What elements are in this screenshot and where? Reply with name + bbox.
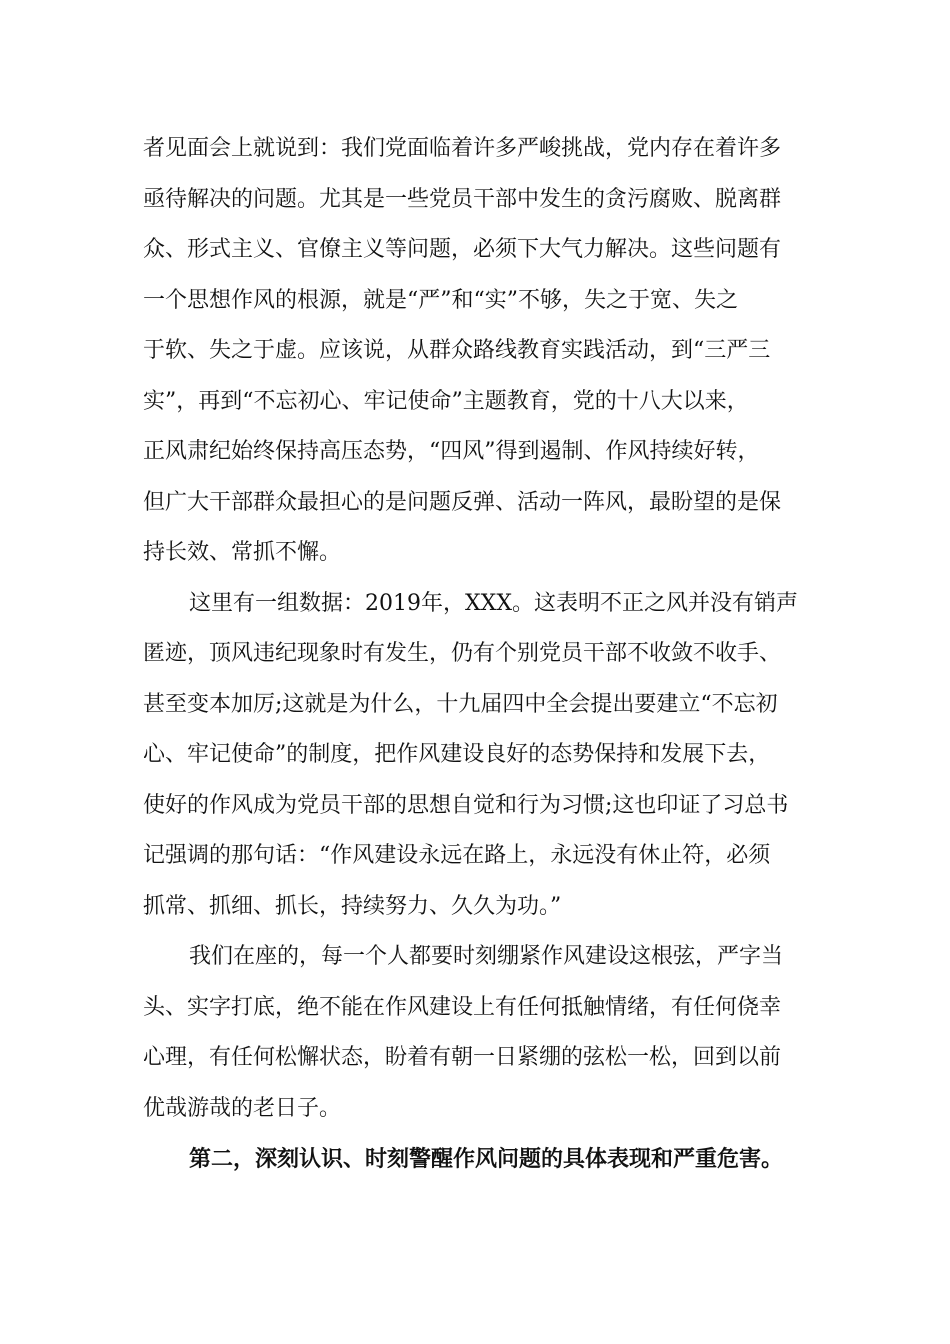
text-line: 者见面会上就说到：我们党面临着许多严峻挑战，党内存在着许多 [143, 136, 782, 161]
text-line: 优哉游哉的老日子。 [143, 1095, 342, 1121]
paragraph-2 [143, 579, 807, 933]
paragraph-3 [143, 932, 807, 1134]
text-line: 众、形式主义、官僚主义等问题，必须下大气力解决。这些问题有 [143, 237, 782, 262]
text-line: 这里有一组数据：2019年，XXX。这表明不正之风并没有销声 [189, 590, 798, 616]
section-heading: 第二，深刻认识、时刻警醒作风问题的具体表现和严重危害。 [189, 1146, 784, 1172]
text-line: 我们在座的，每一个人都要时刻绷紧作风建设这根弦，严字当 [189, 944, 784, 969]
text-line: 抓常、抓细、抓长，持续努力、久久为功。” [143, 893, 562, 919]
document-body [143, 124, 807, 1185]
text-line: 心、牢记使命”的制度，把作风建设良好的态势保持和发展下去， [143, 742, 771, 767]
text-line: 持长效、常抓不懈。 [143, 540, 342, 565]
text-line: 亟待解决的问题。尤其是一些党员干部中发生的贪污腐败、脱离群 [143, 186, 782, 212]
text-line: 实”，再到“不忘初心、牢记使命”主题教育，党的十八大以来， [143, 388, 749, 414]
text-line: 匿迹，顶风违纪现象时有发生，仍有个别党员干部不收敛不收手、 [143, 641, 782, 666]
text-line: 使好的作风成为党员干部的思想自觉和行为习惯;这也印证了习总书 [143, 792, 789, 818]
text-line: 心理，有任何松懈状态，盼着有朝一日紧绷的弦松一松，回到以前 [143, 1045, 782, 1070]
text-line: 头、实字打底，绝不能在作风建设上有任何抵触情绪，有任何侥幸 [143, 994, 782, 1020]
paragraph-1 [143, 124, 807, 579]
text-line: 一个思想作风的根源，就是“严”和“实”不够，失之于宽、失之 [143, 287, 738, 313]
text-line: 于软、失之于虚。应该说，从群众路线教育实践活动，到“三严三 [143, 338, 771, 363]
text-line: 甚至变本加厉;这就是为什么，十九届四中全会提出要建立“不忘初 [143, 691, 778, 717]
text-line: 记强调的那句话：“作风建设永远在路上，永远没有休止符，必须 [143, 843, 771, 868]
text-line: 正风肃纪始终保持高压态势，“四风”得到遏制、作风持续好转， [143, 439, 760, 464]
text-line: 但广大干部群众最担心的是问题反弹、活动一阵风，最盼望的是保 [143, 489, 782, 515]
